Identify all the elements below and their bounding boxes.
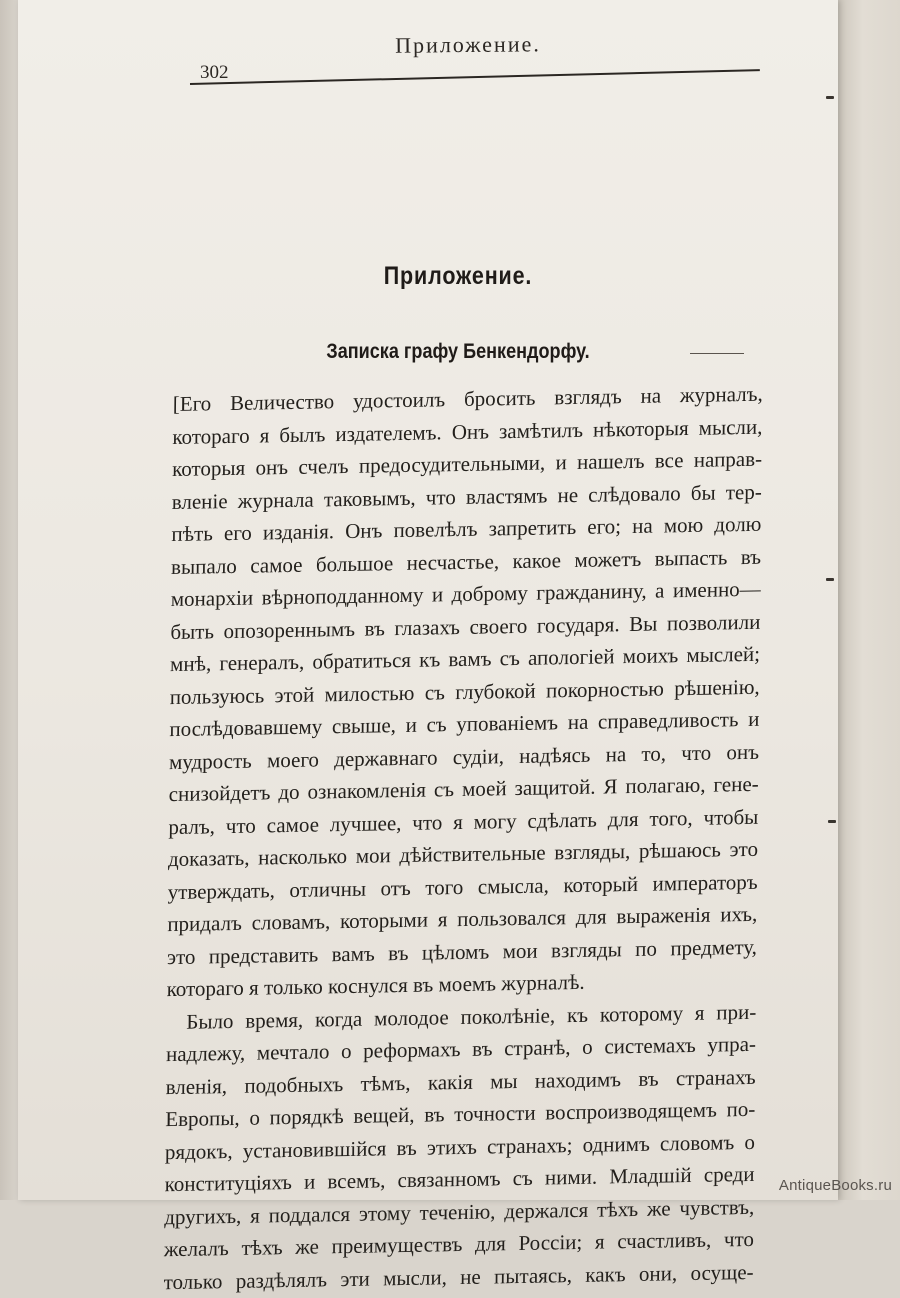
book-page	[18, 0, 838, 1294]
text-line: пѣть его изданія. Онъ повелѣлъ запретить его; на мою долю	[171, 511, 762, 547]
text-line: [Его Величество удостоилъ бросить взглядъ на журналъ,	[172, 381, 763, 417]
text-line: придалъ словамъ, которыми я пользовался для выраженія ихъ,	[167, 901, 758, 937]
section-title: Приложение.	[383, 262, 533, 290]
text-line: мнѣ, генералъ, обратиться къ вамъ съ апологіей моихъ мыслей;	[169, 641, 761, 677]
adjacent-page-edge	[838, 0, 900, 1200]
short-rule	[690, 353, 744, 354]
text-line: которыя онъ счелъ предосудительными, и нашелъ все направ-	[172, 446, 763, 482]
text-line: выпало самое большое несчастье, какое можетъ выпасть въ	[171, 544, 762, 579]
text-line: желалъ тѣхъ же преимуществъ для Россіи; я счастливъ, что	[163, 1226, 755, 1262]
header-rule	[190, 69, 760, 85]
text-line: ралъ, что самое лучшее, что я могу сдѣлать для того, чтобы	[168, 804, 759, 839]
letter-subtitle: Записка графу Бенкендорфу.	[326, 340, 590, 363]
text-line: Было время, когда молодое поколѣніе, къ которому я при-	[186, 999, 757, 1034]
text-line: рядокъ, установившійся въ этихъ странахъ; однимъ словомъ о	[164, 1129, 756, 1164]
text-line: другихъ, я поддался этому теченію, держался тѣхъ же чувствъ,	[164, 1194, 755, 1229]
body-text	[163, 378, 762, 1298]
text-line: только раздѣлялъ эти мысли, не пытаясь, какъ они, осуще-	[163, 1259, 754, 1294]
binding-thread-mark	[828, 820, 836, 823]
binding-thread-mark	[826, 578, 834, 581]
text-line: котораго я только коснулся въ моемъ журналѣ.	[166, 969, 585, 1002]
running-head-title: Приложение.	[395, 31, 541, 58]
text-line: Европы, о порядкѣ вещей, въ точности воспроизводящемъ по-	[165, 1096, 756, 1132]
text-line: доказать, насколько мои дѣйствительные взгляды, рѣшаюсь это	[167, 836, 759, 872]
text-line: пользуюсь этой милостью съ глубокой покорностью рѣшенію,	[169, 674, 760, 709]
text-line: это представить вамъ въ цѣломъ мои взгляды по предмету,	[166, 934, 758, 969]
text-line: быть опозореннымъ въ глазахъ своего государя. Вы позволили	[170, 609, 761, 644]
text-line: снизойдетъ до ознакомленія съ моей защитой. Я полагаю, гене-	[168, 771, 759, 807]
text-line: вленіе журнала таковымъ, что властямъ не слѣдовало бы тер-	[171, 479, 762, 514]
text-line: конституціяхъ и всемъ, связанномъ съ ними. Младшій среди	[164, 1161, 755, 1197]
text-line: утверждать, отличны отъ того смысла, который императоръ	[167, 869, 758, 904]
watermark: AntiqueBooks.ru	[778, 1177, 892, 1194]
page-number: 302	[200, 62, 229, 83]
text-line: мудрость моего державнаго судіи, надѣясь на то, что онъ	[168, 739, 760, 774]
text-line: надлежу, мечтало о реформахъ въ странѣ, о системахъ упра-	[165, 1031, 757, 1067]
text-line: котораго я былъ издателемъ. Онъ замѣтилъ нѣкоторыя мысли,	[172, 414, 763, 449]
text-line: вленія, подобныхъ тѣмъ, какія мы находимъ въ странахъ	[165, 1064, 756, 1099]
text-line: послѣдовавшему свыше, и съ упованіемъ на справедливость и	[169, 706, 760, 742]
binding-thread-mark	[826, 96, 834, 99]
text-line: монархіи вѣрноподданному и доброму гражданину, а именно—	[170, 576, 761, 612]
